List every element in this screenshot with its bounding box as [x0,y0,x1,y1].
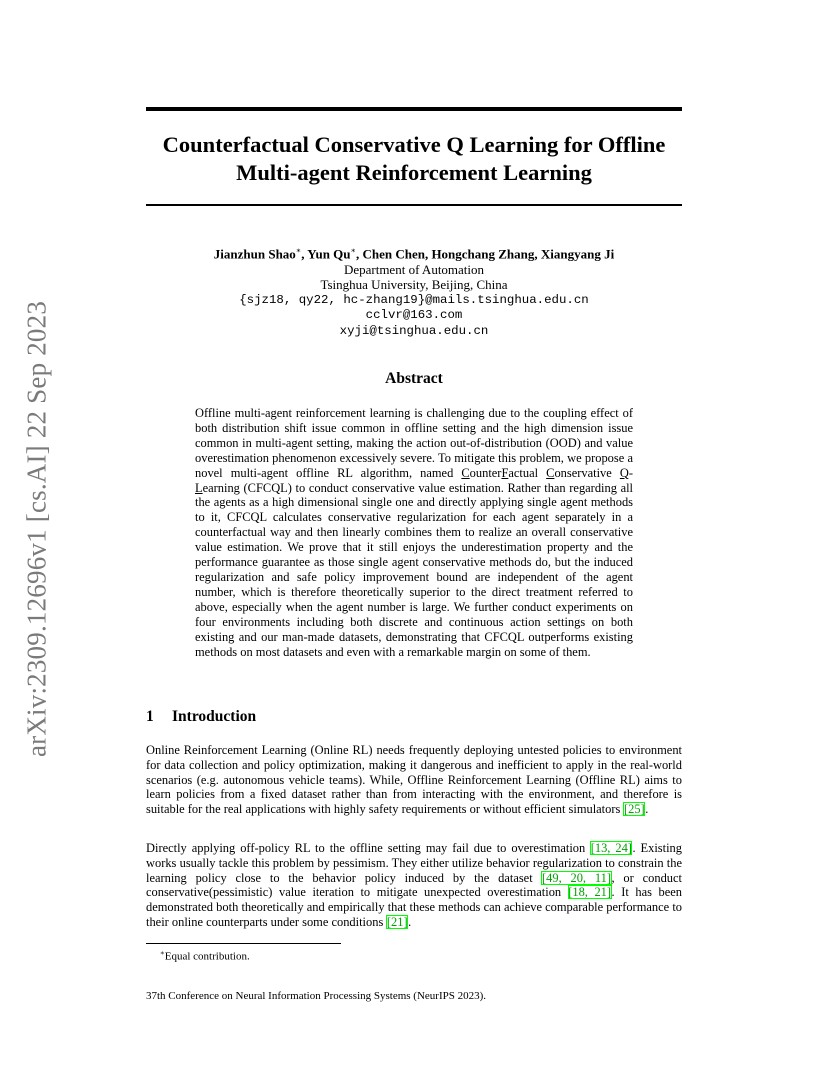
citation-link[interactable]: [21] [386,914,408,929]
intro-paragraph-2: Directly applying off-policy RL to the offline setting may fail due to overestimation [13, 24]. Existing works usually tackle this problem by pessimism. They either utilize behavior regularization to constrain the learning policy close to the behavior policy induced by the dataset [49, 20, 11], or conduct conservative(pessimistic) value iteration to mitigate unexpected overestimation [18, 21]. It has been demonstrated both theoretically and empirically that these methods can achieve comparable performance to their online counterparts under some conditions [21]. [146,841,682,929]
title-top-rule [146,107,682,111]
other-authors: Chen Chen, Hongchang Zhang, Xiangyang Ji [362,246,615,262]
equal-contribution-mark: ∗ [295,246,302,255]
author-names: Jianzhun Shao∗, Yun Qu∗, Chen Chen, Hongchang Zhang, Xiangyang Ji [213,246,615,262]
email-line-3: xyji@tsinghua.edu.cn [339,323,489,338]
author-qu: Yun Qu [307,246,351,262]
title-line-1: Counterfactual Conservative Q Learning for Offline [162,132,666,157]
email-line-2: cclvr@163.com [365,308,463,323]
email-line-1: {sjz18, qy22, hc-zhang19}@mails.tsinghua.edu.cn [239,292,589,307]
conference-note: 37th Conference on Neural Information Processing Systems (NeurIPS 2023). [146,990,487,1002]
section-title: Introduction [172,708,257,725]
title-line-2: Multi-agent Reinforcement Learning [236,160,592,185]
footnote-text: Equal contribution. [164,950,250,963]
section-heading-introduction [146,708,256,726]
citation-link[interactable]: [25] [623,802,645,817]
citation-link[interactable]: [49, 20, 11] [541,870,611,885]
abstract-body: Offline multi-agent reinforcement learning is challenging due to the coupling effect of both distribution shift issue common in offline setting and the high dimension issue common in multi-agent setting, making the action out-of-distribution (OOD) and value overestimation phenomenon excessively severe. To mitigate this problem, we propose a novel multi-agent offline RL algorithm, named CounterFactual Conservative Q-Learning (CFCQL) to conduct conservative value estimation. Rather than regarding all the agents as a high dimensional single one and directly applying single agent methods to it, CFCQL calculates conservative regularization for each agent separately in a counterfactual way and then linearly combines them to realize an overall conservative value estimation. We prove that it still enjoys the underestimation property and the performance guarantee as those single agent conservative methods do, but the induced regularization and safe policy improvement bound are independent of the agent number, which is therefore theoretically superior to the direct treatment referred to above, especially when the agent number is large. We further conduct experiments on four environments including both discrete and continuous action settings on both existing and our man-made datasets, demonstrating that CFCQL outperforms existing methods on most datasets and even with a remarkable margin on some of them. [195,406,633,659]
section-number: 1 [146,708,154,725]
department: Department of Automation [343,261,485,277]
footnote-mark: ∗ [160,949,165,957]
footnote [160,946,250,964]
arxiv-identifier: arXiv:2309.12696v1 [cs.AI] 22 Sep 2023 [21,300,52,758]
abstract-heading: Abstract [385,370,443,387]
footnote-rule [146,943,341,944]
citation-link[interactable]: [18, 21] [568,885,612,900]
author-block [146,243,682,339]
equal-contribution-mark: ∗ [350,246,356,255]
paper-title [146,131,682,187]
intro-paragraph-1: Online Reinforcement Learning (Online RL) needs frequently deploying untested policies to environment for data collection and policy optimization, making it dangerous and inefficient to apply in the real-world scenarios (e.g. autonomous vehicle teams). While, Offline Reinforcement Learning (Offline RL) aims to learn policies from a fixed dataset rather than from interacting with the environment, and therefore is suitable for the real applications with highly safety requirements or without efficient simulators [25]. [146,743,682,817]
university: Tsinghua University, Beijing, China [320,277,508,293]
arxiv-side-label [14,296,60,762]
title-bottom-rule [146,204,682,206]
author-shao: Jianzhun Shao [213,246,296,262]
citation-link[interactable]: [13, 24] [590,841,632,855]
